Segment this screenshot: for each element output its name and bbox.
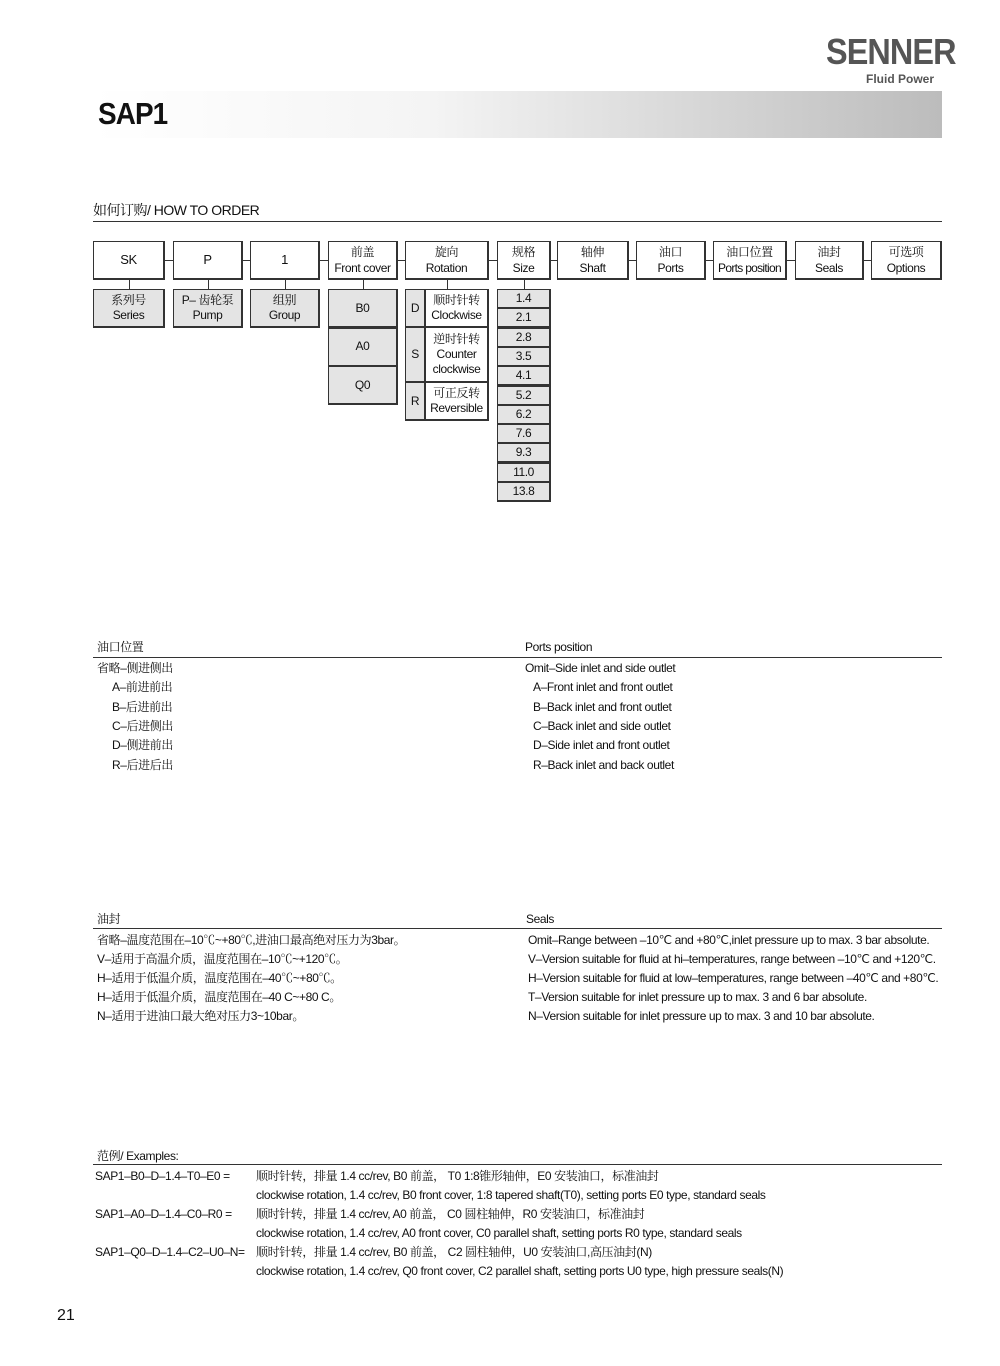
rotation-en: Clockwise [431, 308, 482, 322]
rotation-code: D [405, 289, 426, 328]
order-box-1 [173, 241, 243, 280]
order-box-0 [93, 241, 165, 280]
rotation-cn: 可正反转 [433, 386, 480, 400]
seals-item-cn: 省略–温度范围在–10℃~+80℃,进油口最高绝对压力为3bar。 [97, 933, 406, 947]
box-en: Ports [657, 261, 684, 275]
box-en: 1 [281, 252, 288, 267]
box-en: Shaft [579, 261, 606, 275]
size-option: 7.6 [497, 424, 551, 444]
page-title: SAP1 [98, 96, 168, 131]
size-option: 5.2 [497, 386, 551, 406]
rotation-en: Reversible [430, 401, 483, 415]
connector [524, 280, 525, 289]
group-box [250, 289, 320, 328]
divider [93, 221, 942, 222]
box-cn: 油口 [658, 245, 683, 259]
box-en: Options [886, 261, 926, 275]
connector [129, 280, 130, 289]
front-cover-option: Q0 [328, 366, 398, 405]
size-option: 3.5 [497, 347, 551, 367]
connector [243, 260, 250, 261]
divider [93, 928, 942, 929]
connector [208, 280, 209, 289]
ports-item-en: D–Side inlet and front outlet [533, 738, 670, 752]
size-option: 2.1 [497, 308, 551, 328]
ports-heading-en: Ports position [525, 640, 593, 654]
order-box-5 [497, 241, 551, 280]
order-box-10 [871, 241, 942, 280]
rotation-cn: 顺时针转 [433, 293, 480, 307]
order-box-9 [795, 241, 864, 280]
rotation-option [425, 327, 489, 383]
seals-item-cn: V–适用于高温介质，温度范围在–10℃~+120℃。 [97, 952, 348, 966]
seals-item-en: V–Version suitable for fluid at hi–temperatures, range between –10℃ and +120℃. [528, 952, 936, 966]
order-box-4 [405, 241, 489, 280]
page-number: 21 [57, 1307, 75, 1324]
connector [285, 280, 286, 289]
example-code: SAP1–Q0–D–1.4–C2–U0–N= [95, 1245, 245, 1259]
front-cover-option: B0 [328, 289, 398, 328]
box-en: Rotation [425, 261, 468, 275]
size-option: 11.0 [497, 463, 551, 483]
seals-item-en: T–Version suitable for inlet pressure up to max. 3 and 6 bar absolute. [528, 990, 867, 1004]
ports-item-cn: A–前进前出 [112, 680, 173, 694]
connector [165, 260, 173, 261]
size-option: 6.2 [497, 405, 551, 425]
ports-item-en: R–Back inlet and back outlet [533, 758, 674, 772]
example-en: clockwise rotation, 1.4 cc/rev, Q0 front cover, C2 parallel shaft, setting ports U0 type, high pressure seals(N) [256, 1264, 784, 1278]
rotation-en: Counter clockwise [432, 347, 481, 376]
box-cn: 轴伸 [580, 245, 605, 259]
senner-logo: SENNER [826, 31, 956, 72]
ports-heading-cn: 油口位置 [97, 640, 144, 654]
ports-item-cn: B–后进前出 [112, 700, 173, 714]
example-cn: 顺时针转，排量 1.4 cc/rev, A0 前盖， C0 圆柱轴伸，R0 安装油口，标准油封 [256, 1207, 645, 1221]
order-box-2 [250, 241, 320, 280]
connector [864, 260, 871, 261]
size-option: 4.1 [497, 366, 551, 386]
connector [398, 260, 405, 261]
box-cn: 可选项 [888, 245, 924, 259]
size-option: 2.8 [497, 328, 551, 348]
order-heading: 如何订购/ HOW TO ORDER [93, 202, 260, 218]
title-band [93, 91, 942, 138]
rotation-code: S [405, 327, 426, 383]
pump-box [173, 289, 243, 328]
box-en: P [203, 252, 212, 267]
order-box-3 [328, 241, 398, 280]
seals-item-en: N–Version suitable for inlet pressure up to max. 3 and 10 bar absolute. [528, 1009, 875, 1023]
box-en: Group [268, 308, 301, 322]
rotation-option [425, 289, 489, 328]
ports-item-cn: D–侧进前出 [112, 738, 173, 752]
ports-item-cn: 省略–侧进侧出 [97, 661, 173, 675]
example-en: clockwise rotation, 1.4 cc/rev, A0 front cover, C0 parallel shaft, setting ports R0 type, standard seals [256, 1226, 742, 1240]
front-cover-option: A0 [328, 328, 398, 367]
box-en: SK [120, 252, 137, 267]
example-en: clockwise rotation, 1.4 cc/rev, B0 front cover, 1:8 tapered shaft(T0), setting ports E0 type, standard seals [256, 1188, 766, 1202]
box-cn: 组别 [272, 293, 297, 307]
connector [489, 260, 497, 261]
box-en: Pump [192, 308, 223, 322]
box-cn: 旋向 [434, 245, 459, 259]
divider [93, 1164, 942, 1165]
order-box-8 [713, 241, 787, 280]
box-en: Seals [814, 261, 844, 275]
ports-item-cn: R–后进后出 [112, 758, 173, 772]
seals-item-cn: H–适用于低温介质，温度范围在–40 C~+80 C。 [97, 990, 341, 1004]
box-cn: 规格 [511, 245, 536, 259]
size-option: 13.8 [497, 482, 551, 502]
size-option: 1.4 [497, 289, 551, 309]
divider [93, 657, 942, 658]
rotation-cn: 逆时针转 [433, 332, 480, 346]
logo-subtitle: Fluid Power [866, 72, 935, 86]
box-cn: 前盖 [350, 245, 375, 259]
seals-item-cn: H–适用于低温介质，温度范围在–40℃~+80℃。 [97, 971, 342, 985]
box-cn: P– 齿轮泵 [181, 293, 234, 307]
box-en: Ports position [718, 261, 781, 275]
examples-heading: 范例/ Examples: [97, 1149, 179, 1163]
ports-item-en: Omit–Side inlet and side outlet [525, 661, 676, 675]
box-en: Front cover [334, 261, 391, 275]
seals-item-cn: N–适用于进油口最大绝对压力3~10bar。 [97, 1009, 304, 1023]
connector [787, 260, 795, 261]
ports-item-cn: C–后进侧出 [112, 719, 173, 733]
example-cn: 顺时针转，排量 1.4 cc/rev, B0 前盖， T0 1:8锥形轴伸，E0 安装油口，标准油封 [256, 1169, 659, 1183]
seals-item-en: H–Version suitable for fluid at low–temperatures, range between –40℃ and +80℃. [528, 971, 939, 985]
box-cn: 油口位置 [726, 245, 773, 259]
seals-heading-en: Seals [526, 912, 555, 926]
ports-item-en: B–Back inlet and front outlet [533, 700, 672, 714]
connector [629, 260, 636, 261]
example-code: SAP1–B0–D–1.4–T0–E0 = [95, 1169, 230, 1183]
connector [447, 280, 448, 289]
rotation-code: R [405, 382, 426, 421]
ports-item-en: A–Front inlet and front outlet [533, 680, 673, 694]
seals-item-en: Omit–Range between –10℃ and +80℃,inlet pressure up to max. 3 bar absolute. [528, 933, 930, 947]
series-box [93, 289, 165, 328]
connector [320, 260, 328, 261]
ports-item-en: C–Back inlet and side outlet [533, 719, 671, 733]
box-cn: 油封 [817, 245, 841, 259]
connector [363, 280, 364, 289]
box-en: Size [512, 261, 535, 275]
order-box-7 [636, 241, 706, 280]
example-code: SAP1–A0–D–1.4–C0–R0 = [95, 1207, 232, 1221]
seals-heading-cn: 油封 [97, 912, 121, 926]
connector [706, 260, 713, 261]
rotation-option [425, 382, 489, 421]
box-en: Series [112, 308, 145, 322]
example-cn: 顺时针转，排量 1.4 cc/rev, B0 前盖， C2 圆柱轴伸，U0 安装油口,高压油封(N) [256, 1245, 652, 1259]
box-cn: 系列号 [111, 293, 146, 307]
size-option: 9.3 [497, 443, 551, 463]
order-box-6 [557, 241, 629, 280]
